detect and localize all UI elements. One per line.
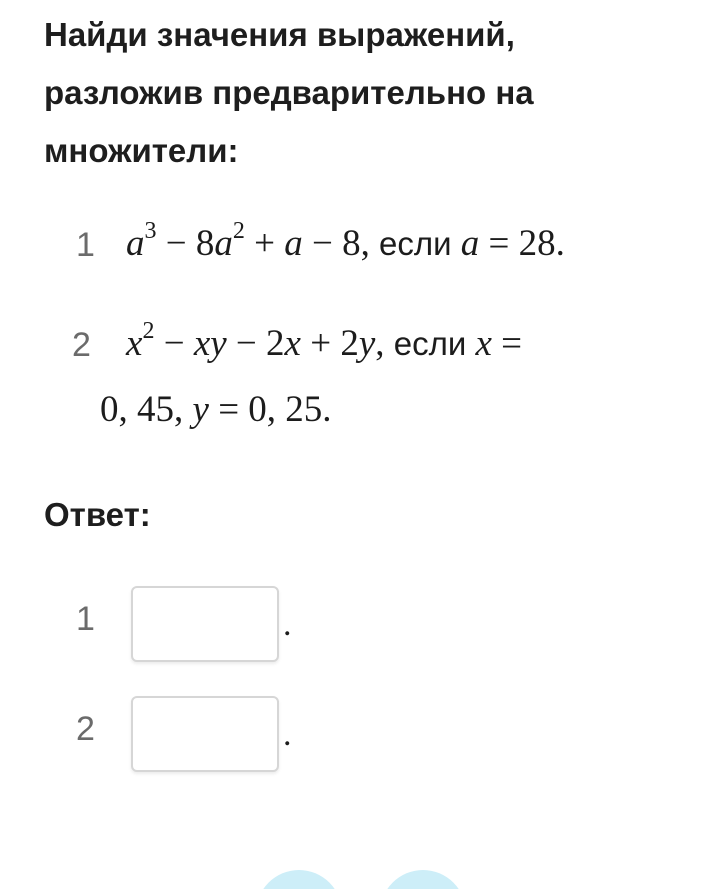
answer-input-2[interactable]: [131, 696, 279, 772]
math-op: − 8,: [302, 223, 370, 264]
math-var: xy: [193, 323, 227, 364]
answer-period: .: [283, 606, 292, 643]
math-exponent: 2: [142, 318, 155, 344]
math-var: x: [284, 323, 301, 364]
math-var: a: [214, 223, 233, 264]
instruction-line: разложив предварительно на: [44, 74, 534, 111]
math-var: y: [192, 389, 209, 430]
math-condition: = 28.: [479, 223, 565, 264]
nav-bubble-button[interactable]: [256, 870, 342, 889]
math-exponent: 2: [232, 218, 245, 244]
math-value: = 0, 25.: [208, 389, 332, 430]
math-value: 0, 45,: [100, 389, 193, 430]
condition-word: если: [384, 325, 476, 362]
math-op: −: [154, 323, 194, 364]
answer-row-1: [0, 586, 720, 666]
math-condition: =: [491, 323, 522, 364]
answer-label: Ответ:: [44, 496, 151, 533]
math-op: +: [244, 223, 285, 264]
answer-number: 1: [76, 600, 95, 638]
task-expression: [126, 218, 565, 265]
answer-input-1[interactable]: [131, 586, 279, 662]
math-op: ,: [375, 323, 385, 364]
math-op: − 8: [156, 223, 215, 264]
math-op: + 2: [300, 323, 359, 364]
task-number: 1: [76, 226, 95, 264]
math-var: y: [358, 323, 376, 364]
nav-bubble-button[interactable]: [380, 870, 466, 889]
task-expression-continued: [100, 388, 332, 431]
math-op: − 2: [226, 323, 285, 364]
task-number: 2: [72, 326, 91, 364]
math-var: a: [284, 223, 303, 264]
instruction-text: [44, 6, 664, 180]
math-var: x: [126, 323, 143, 364]
instruction-line: Найди значения выражений,: [44, 16, 515, 53]
condition-word: если: [369, 225, 461, 262]
math-var: a: [460, 223, 480, 264]
answer-row-2: [0, 696, 720, 776]
answer-period: .: [283, 716, 292, 753]
math-exponent: 3: [144, 218, 157, 244]
instruction-line: множители:: [44, 132, 239, 169]
answer-number: 2: [76, 710, 95, 748]
task-expression: [126, 318, 522, 365]
math-var: x: [475, 323, 492, 364]
math-var: a: [126, 223, 145, 264]
